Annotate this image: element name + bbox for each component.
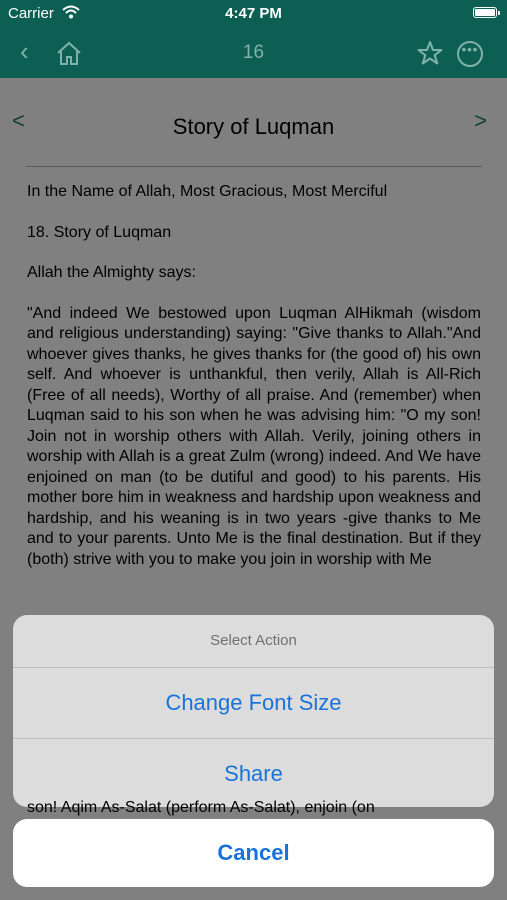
cancel-button[interactable]: Cancel (13, 819, 494, 887)
carrier-label: Carrier (8, 5, 54, 22)
page-number: 16 (242, 42, 265, 63)
story-heading: 18. Story of Luqman (27, 223, 172, 241)
page-title: Story of Luqman (172, 114, 335, 139)
article-body (27, 182, 481, 590)
action-sheet (13, 615, 494, 807)
chevron-left-icon[interactable]: < (12, 108, 25, 133)
change-font-size-button[interactable]: Change Font Size (13, 668, 494, 739)
chevron-right-icon[interactable]: > (474, 108, 487, 133)
intro-text: Allah the Almighty says: (27, 264, 196, 281)
battery-icon (473, 7, 497, 18)
share-button[interactable]: Share (224, 761, 283, 786)
bismillah-text: In the Name of Allah, Most Gracious, Most Merciful (27, 183, 388, 200)
nav-bar (0, 28, 507, 78)
partial-text-line (27, 799, 481, 818)
star-icon[interactable] (417, 40, 443, 66)
back-icon[interactable]: ‹ (20, 36, 29, 66)
clock: 4:47 PM (225, 5, 282, 22)
partial-text: son! Aqim As-Salat (perform As-Salat), enjoin (on (27, 799, 375, 816)
more-icon[interactable]: ••• (457, 41, 483, 67)
action-sheet-title: Select Action (13, 615, 494, 668)
quote-text: "And indeed We bestowed upon Luqman AlHikmah (wisdom and religious understanding) saying: "Give thanks to Allah."And whoever gives thanks, he gives thanks for (the good of) his own self. And whoever is unthankful, then verily, Allah is All-Rich (Free of all needs), Worthy of all praise. And (remember) when Luqman said to his son when he was advising him: "O my son! Join not in worship others with Allah. Verily, joining others in worship with Allah is a great Zulm (wrong) indeed. And We have enjoined on man (to be dutiful and good) to his parents. His mother bore him in weakness and hardship upon weakness and hardship, and his weaning is in two years -give thanks to Me and to your parents. Unto Me is the final destination. But if they (both) strive with you to make you join in worship with Me (27, 304, 481, 568)
status-bar (0, 0, 507, 28)
title-divider (26, 166, 482, 167)
